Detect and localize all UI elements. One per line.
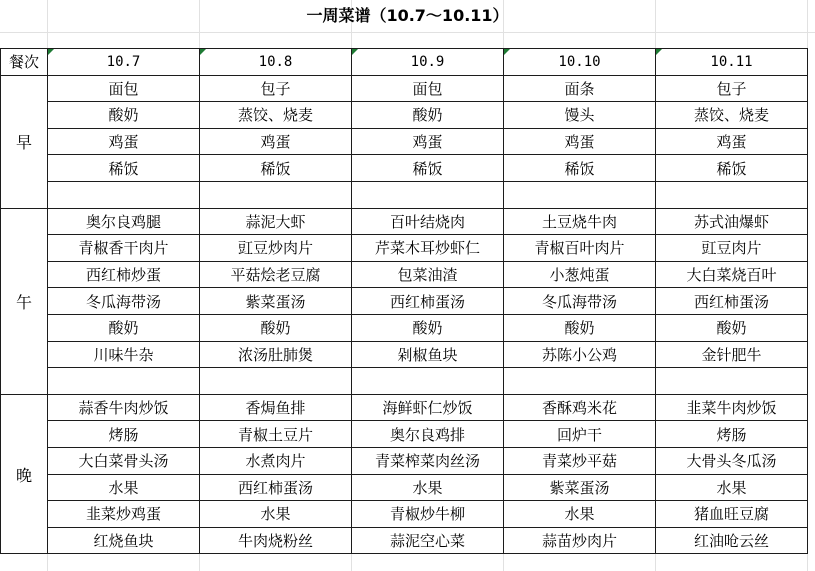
dish-cell[interactable]: 馒头 [504, 102, 656, 129]
dish-cell[interactable]: 豇豆肉片 [656, 235, 808, 262]
dish-cell[interactable]: 蒸饺、烧麦 [200, 102, 352, 129]
dish-cell[interactable]: 包子 [200, 75, 352, 102]
dish-cell[interactable]: 面条 [504, 75, 656, 102]
dish-cell[interactable]: 西红柿蛋汤 [352, 288, 504, 315]
table-row [1, 261, 808, 288]
dish-cell[interactable]: 红油呛云丝 [656, 527, 808, 554]
dish-cell[interactable]: 紫菜蛋汤 [504, 474, 656, 501]
dish-cell[interactable]: 回炉干 [504, 421, 656, 448]
table-row [1, 527, 808, 554]
dish-cell[interactable]: 酸奶 [200, 314, 352, 341]
dish-cell[interactable]: 水果 [200, 501, 352, 528]
dish-cell[interactable]: 稀饭 [48, 155, 200, 182]
dish-cell[interactable] [504, 368, 656, 395]
dish-cell[interactable]: 酸奶 [352, 102, 504, 129]
dish-cell[interactable]: 水果 [48, 474, 200, 501]
dish-cell[interactable]: 青椒炒牛柳 [352, 501, 504, 528]
date-header-cell[interactable] [200, 49, 352, 76]
table-row [1, 102, 808, 129]
dish-cell[interactable]: 酸奶 [48, 102, 200, 129]
dish-cell[interactable] [200, 368, 352, 395]
menu-table [0, 48, 808, 554]
page-title: 一周菜谱（10.7～10.11） [306, 6, 509, 25]
meal-column-header[interactable]: 餐次 [1, 49, 48, 76]
table-row [1, 368, 808, 395]
table-row [1, 501, 808, 528]
dish-cell[interactable]: 鸡蛋 [200, 128, 352, 155]
dish-cell[interactable]: 剁椒鱼块 [352, 341, 504, 368]
table-row [1, 394, 808, 421]
dish-cell[interactable] [48, 368, 200, 395]
table-row [1, 421, 808, 448]
table-row [1, 447, 808, 474]
dish-cell[interactable]: 海鲜虾仁炒饭 [352, 394, 504, 421]
date-label: 10.8 [258, 53, 293, 70]
dish-cell[interactable] [656, 368, 808, 395]
table-row [1, 288, 808, 315]
dish-cell[interactable]: 蒜泥空心菜 [352, 527, 504, 554]
dish-cell[interactable]: 百叶结烧肉 [352, 208, 504, 235]
cell-comment-indicator-icon [352, 49, 358, 55]
meal-label-cell[interactable]: 早 [1, 75, 48, 208]
table-row [1, 341, 808, 368]
dish-cell[interactable]: 冬瓜海带汤 [504, 288, 656, 315]
dish-cell[interactable]: 水果 [656, 474, 808, 501]
dish-cell[interactable]: 水果 [504, 501, 656, 528]
dish-cell[interactable]: 平菇烩老豆腐 [200, 261, 352, 288]
dish-cell[interactable]: 稀饭 [352, 155, 504, 182]
table-row [1, 75, 808, 102]
dish-cell[interactable]: 水果 [352, 474, 504, 501]
dish-cell[interactable]: 青椒香干肉片 [48, 235, 200, 262]
dish-cell[interactable]: 韭菜炒鸡蛋 [48, 501, 200, 528]
cell-comment-indicator-icon [656, 49, 662, 55]
dish-cell[interactable]: 水煮肉片 [200, 447, 352, 474]
dish-cell[interactable]: 金针肥牛 [656, 341, 808, 368]
table-row [1, 155, 808, 182]
dish-cell[interactable]: 苏式油爆虾 [656, 208, 808, 235]
dish-cell[interactable]: 西红柿蛋汤 [200, 474, 352, 501]
dish-cell[interactable]: 奥尔良鸡排 [352, 421, 504, 448]
dish-cell[interactable]: 大白菜烧百叶 [656, 261, 808, 288]
meal-label-cell[interactable]: 晚 [1, 394, 48, 554]
dish-cell[interactable]: 鸡蛋 [48, 128, 200, 155]
dish-cell[interactable]: 大白菜骨头汤 [48, 447, 200, 474]
dish-cell[interactable]: 小葱炖蛋 [504, 261, 656, 288]
dish-cell[interactable]: 蒜香牛肉炒饭 [48, 394, 200, 421]
dish-cell[interactable]: 稀饭 [504, 155, 656, 182]
dish-cell[interactable]: 猪血旺豆腐 [656, 501, 808, 528]
dish-cell[interactable]: 稀饭 [656, 155, 808, 182]
dish-cell[interactable] [504, 181, 656, 208]
cell-comment-indicator-icon [48, 49, 54, 55]
date-label: 10.9 [410, 53, 445, 70]
dish-cell[interactable]: 苏陈小公鸡 [504, 341, 656, 368]
cell-comment-indicator-icon [504, 49, 510, 55]
dish-cell[interactable] [656, 181, 808, 208]
dish-cell[interactable]: 鸡蛋 [656, 128, 808, 155]
dish-cell[interactable]: 豇豆炒肉片 [200, 235, 352, 262]
dish-cell[interactable]: 冬瓜海带汤 [48, 288, 200, 315]
dish-cell[interactable]: 韭菜牛肉炒饭 [656, 394, 808, 421]
dish-cell[interactable]: 浓汤肚肺煲 [200, 341, 352, 368]
dish-cell[interactable]: 酸奶 [656, 314, 808, 341]
dish-cell[interactable] [48, 181, 200, 208]
dish-cell[interactable]: 鸡蛋 [504, 128, 656, 155]
dish-cell[interactable]: 酸奶 [48, 314, 200, 341]
table-row [1, 181, 808, 208]
dish-cell[interactable]: 稀饭 [200, 155, 352, 182]
dish-cell[interactable]: 青椒土豆片 [200, 421, 352, 448]
dish-cell[interactable] [352, 181, 504, 208]
sheet-gridline [0, 32, 815, 33]
dish-cell[interactable]: 芹菜木耳炒虾仁 [352, 235, 504, 262]
date-header-cell[interactable] [656, 49, 808, 76]
dish-cell[interactable]: 面包 [48, 75, 200, 102]
dish-cell[interactable]: 青菜榨菜肉丝汤 [352, 447, 504, 474]
dish-cell[interactable] [200, 181, 352, 208]
dish-cell[interactable]: 面包 [352, 75, 504, 102]
dish-cell[interactable]: 烤肠 [656, 421, 808, 448]
dish-cell[interactable]: 鸡蛋 [352, 128, 504, 155]
dish-cell[interactable]: 酸奶 [352, 314, 504, 341]
table-row [1, 208, 808, 235]
dish-cell[interactable] [352, 368, 504, 395]
dish-cell[interactable]: 牛肉烧粉丝 [200, 527, 352, 554]
table-row [1, 474, 808, 501]
header-row [1, 49, 808, 76]
date-header-cell[interactable] [48, 49, 200, 76]
dish-cell[interactable]: 香焗鱼排 [200, 394, 352, 421]
dish-cell[interactable]: 奥尔良鸡腿 [48, 208, 200, 235]
cell-comment-indicator-icon [200, 49, 206, 55]
table-row [1, 235, 808, 262]
dish-cell[interactable]: 青椒百叶肉片 [504, 235, 656, 262]
dish-cell[interactable]: 蒜苗炒肉片 [504, 527, 656, 554]
dish-cell[interactable]: 土豆烧牛肉 [504, 208, 656, 235]
date-label: 10.7 [106, 53, 141, 70]
dish-cell[interactable]: 香酥鸡米花 [504, 394, 656, 421]
table-row [1, 128, 808, 155]
table-row [1, 314, 808, 341]
date-header-cell[interactable] [504, 49, 656, 76]
meal-label-cell[interactable]: 午 [1, 208, 48, 394]
dish-cell[interactable]: 酸奶 [504, 314, 656, 341]
date-label: 10.11 [710, 53, 753, 70]
dish-cell[interactable]: 红烧鱼块 [48, 527, 200, 554]
dish-cell[interactable]: 蒸饺、烧麦 [656, 102, 808, 129]
dish-cell[interactable]: 烤肠 [48, 421, 200, 448]
dish-cell[interactable]: 青菜炒平菇 [504, 447, 656, 474]
dish-cell[interactable]: 包子 [656, 75, 808, 102]
dish-cell[interactable]: 西红柿炒蛋 [48, 261, 200, 288]
dish-cell[interactable]: 西红柿蛋汤 [656, 288, 808, 315]
dish-cell[interactable]: 蒜泥大虾 [200, 208, 352, 235]
dish-cell[interactable]: 包菜油渣 [352, 261, 504, 288]
dish-cell[interactable]: 紫菜蛋汤 [200, 288, 352, 315]
date-header-cell[interactable] [352, 49, 504, 76]
dish-cell[interactable]: 大骨头冬瓜汤 [656, 447, 808, 474]
dish-cell[interactable]: 川味牛杂 [48, 341, 200, 368]
date-label: 10.10 [558, 53, 601, 70]
